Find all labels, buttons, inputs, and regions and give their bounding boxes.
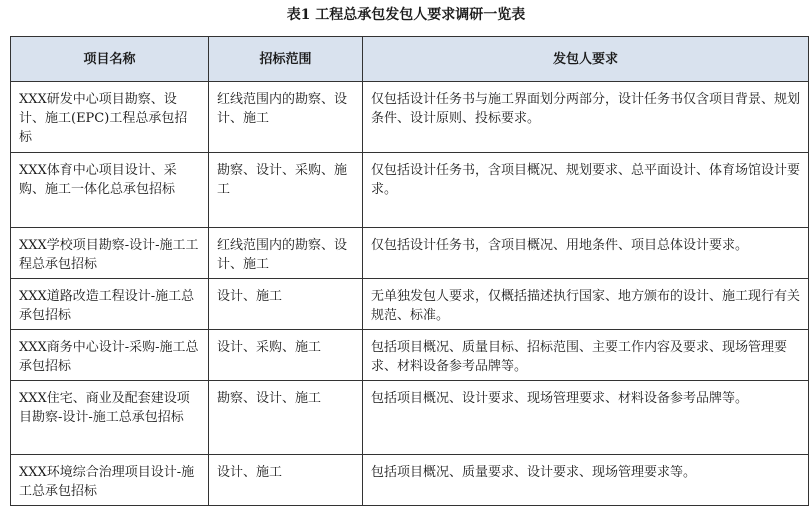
table-row (11, 455, 809, 506)
requirements-table (10, 36, 809, 506)
cell-project-name: XXX学校项目勘察-设计-施工工程总承包招标 (11, 228, 209, 279)
cell-bid-scope: 设计、采购、施工 (209, 330, 363, 381)
cell-employer-requirements: 仅包括设计任务书与施工界面划分两部分，设计任务书仅含项目背景、规划条件、设计原则、投标要求。 (363, 82, 809, 153)
cell-project-name: XXX环境综合治理项目设计-施工总承包招标 (11, 455, 209, 506)
cell-bid-scope: 设计、施工 (209, 455, 363, 506)
cell-project-name: XXX研发中心项目勘察、设计、施工(EPC)工程总承包招标 (11, 82, 209, 153)
table-header-row (11, 37, 809, 82)
table-row (11, 381, 809, 455)
cell-bid-scope: 勘察、设计、采购、施工 (209, 153, 363, 228)
cell-employer-requirements: 包括项目概况、质量要求、设计要求、现场管理要求等。 (363, 455, 809, 506)
cell-employer-requirements: 仅包括设计任务书，含项目概况、用地条件、项目总体设计要求。 (363, 228, 809, 279)
cell-employer-requirements: 仅包括设计任务书，含项目概况、规划要求、总平面设计、体育场馆设计要求。 (363, 153, 809, 228)
header-bid-scope: 招标范围 (209, 37, 363, 82)
cell-employer-requirements: 包括项目概况、质量目标、招标范围、主要工作内容及要求、现场管理要求、材料设备参考品牌等。 (363, 330, 809, 381)
table-row (11, 330, 809, 381)
cell-employer-requirements: 包括项目概况、设计要求、现场管理要求、材料设备参考品牌等。 (363, 381, 809, 455)
cell-project-name: XXX商务中心设计-采购-施工总承包招标 (11, 330, 209, 381)
cell-employer-requirements: 无单独发包人要求，仅概括描述执行国家、地方颁布的设计、施工现行有关规范、标准。 (363, 279, 809, 330)
table-row (11, 153, 809, 228)
cell-project-name: XXX体育中心项目设计、采购、施工一体化总承包招标 (11, 153, 209, 228)
header-project-name: 项目名称 (11, 37, 209, 82)
cell-project-name: XXX住宅、商业及配套建设项目勘察-设计-施工总承包招标 (11, 381, 209, 455)
header-employer-requirements: 发包人要求 (363, 37, 809, 82)
cell-project-name: XXX道路改造工程设计-施工总承包招标 (11, 279, 209, 330)
table-row (11, 279, 809, 330)
cell-bid-scope: 勘察、设计、施工 (209, 381, 363, 455)
cell-bid-scope: 设计、施工 (209, 279, 363, 330)
table-caption: 表1 工程总承包发包人要求调研一览表 (286, 7, 526, 23)
cell-bid-scope: 红线范围内的勘察、设计、施工 (209, 228, 363, 279)
table-row (11, 228, 809, 279)
table-row (11, 82, 809, 153)
cell-bid-scope: 红线范围内的勘察、设计、施工 (209, 82, 363, 153)
